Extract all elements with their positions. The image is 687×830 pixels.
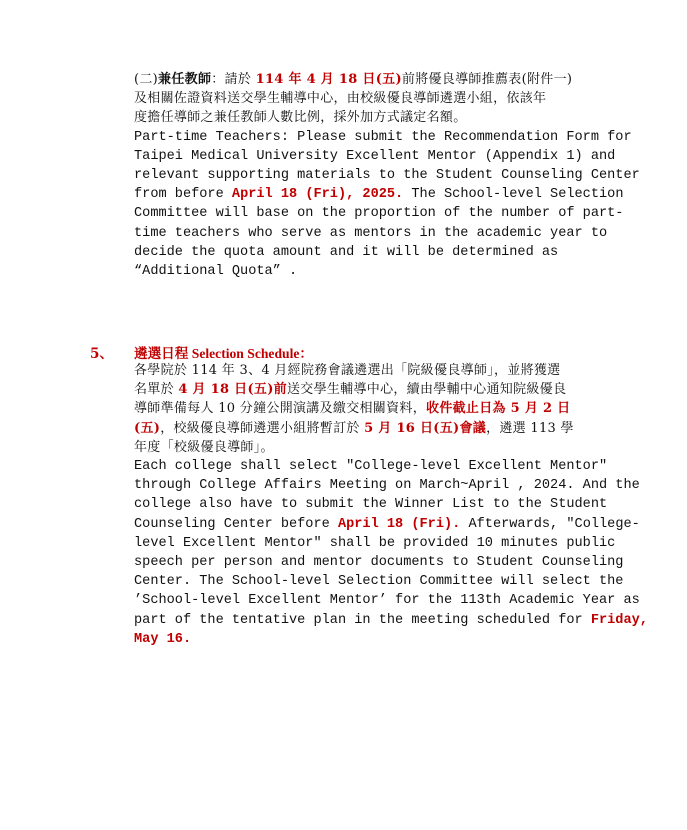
text-run: 前將優良導師推薦表(附件一) [401, 72, 573, 87]
highlighted-date-text: (五) [134, 420, 161, 436]
text-run: ：請於 [211, 72, 256, 87]
text-run: Taipei Medical University Excellent Mentor (Appendix 1) and [134, 148, 616, 164]
schedule-zh-text [134, 361, 604, 457]
part-time-zh-line [134, 108, 604, 127]
schedule-en-text [134, 457, 648, 649]
text-run: through College Affairs Meeting on March~April , 2024. And the [134, 478, 640, 494]
section-title-en: Selection Schedule： [188, 346, 313, 361]
schedule-en-line [134, 515, 640, 534]
text-run: “Additional Quota” . [134, 264, 298, 280]
highlighted-date-text: May 16. [134, 631, 192, 647]
highlighted-date-text: 4 月 18 日(五)前 [178, 382, 287, 398]
part-time-en-line [134, 243, 604, 262]
part-time-en-line [134, 185, 624, 204]
text-run: 導師準備每人 10 分鐘公開演講及繳交相關資料， [134, 401, 427, 417]
text-run: ，遴選 113 學 [486, 420, 574, 436]
text-run: ’School-level Excellent Mentor’ for the 113th Academic Year as [134, 593, 640, 609]
text-run: 度擔任導師之兼任教師人數比例，採外加方式議定名額。 [134, 110, 467, 126]
schedule-en-line [134, 591, 640, 610]
text-run: college also have to submit the Winner List to the Student [134, 497, 608, 513]
schedule-en-line [134, 495, 608, 514]
part-time-zh-text [134, 70, 604, 128]
highlighted-date-text: 5 月 16 日(五)會議 [364, 420, 487, 436]
text-run: from before [134, 187, 232, 203]
section-title [134, 342, 313, 362]
text-run: Committee will base on the proportion of the number of part- [134, 206, 624, 222]
schedule-en-line [134, 553, 624, 572]
text-run: ，校級優良導師遴選小組將暫訂於 [160, 420, 365, 436]
schedule-en-line [134, 534, 616, 553]
text-run: Part-time Teachers: Please submit the Recommendation Form for [134, 129, 632, 145]
schedule-en-line [134, 457, 608, 476]
schedule-zh-line [134, 438, 604, 457]
part-time-en-line [134, 166, 640, 185]
text-run: speech per person and mentor documents to Student Counseling [134, 555, 624, 571]
text-run: The School-level Selection [403, 187, 624, 203]
part-time-en-line [134, 204, 624, 223]
part-time-teachers-paragraph [134, 70, 640, 281]
part-time-en-text [134, 128, 640, 282]
part-time-en-line [134, 224, 608, 243]
schedule-zh-line [134, 361, 604, 380]
highlighted-date-text: April 18 (Fri), 2025. [231, 187, 404, 203]
part-time-zh-line [134, 70, 604, 89]
text-run: 年度「校級優良導師」。 [134, 439, 274, 455]
text-run: 名單於 [134, 382, 179, 398]
highlighted-date-text: 114 年 4 月 18 日(五) [255, 72, 402, 87]
text-run: 送交學生輔導中心，續由學輔中心通知院級優良 [286, 382, 567, 398]
text-run: 各學院於 114 年 3、4 月經院務會議遴選出「院級優良導師」，並將獲選 [134, 363, 561, 378]
schedule-zh-line [134, 380, 604, 399]
part-time-en-line [134, 128, 632, 147]
part-time-en-line [134, 147, 616, 166]
selection-schedule-paragraph [134, 361, 648, 649]
highlighted-date-text: 收件截止日為 5 月 2 日 [426, 401, 571, 417]
text-run: level Excellent Mentor" shall be provided 10 minutes public [134, 535, 616, 551]
text-run: decide the quota amount and it will be determined as [134, 244, 559, 260]
schedule-en-line [134, 572, 624, 591]
text-run: Afterwards, "College- [460, 516, 640, 532]
schedule-zh-line [134, 399, 604, 418]
text-run: (二) [134, 72, 159, 87]
text-run: 及相關佐證資料送交學生輔導中心，由校級優良導師遴選小組，依該年 [134, 91, 547, 107]
part-time-zh-line [134, 89, 604, 108]
text-run: part of the tentative plan in the meeting scheduled for [134, 612, 591, 628]
highlighted-date-text: Friday, [590, 612, 648, 628]
text-run: Center. The School-level Selection Committee will select the [134, 574, 624, 590]
text-run: time teachers who serve as mentors in the academic year to [134, 225, 608, 241]
schedule-en-line [134, 611, 648, 630]
schedule-en-line [134, 630, 604, 649]
schedule-en-line [134, 476, 640, 495]
part-time-en-line [134, 262, 604, 281]
text-run: 兼任教師 [158, 72, 212, 87]
text-run: relevant supporting materials to the Student Counseling Center [134, 168, 640, 184]
section-title-zh: 遴選日程 [134, 346, 189, 362]
schedule-zh-line [134, 419, 604, 438]
highlighted-date-text: April 18 (Fri). [337, 516, 461, 532]
text-run: Counseling Center before [134, 516, 338, 532]
text-run: Each college shall select "College-level Excellent Mentor" [134, 459, 608, 475]
section-number: 5、 [90, 346, 114, 362]
